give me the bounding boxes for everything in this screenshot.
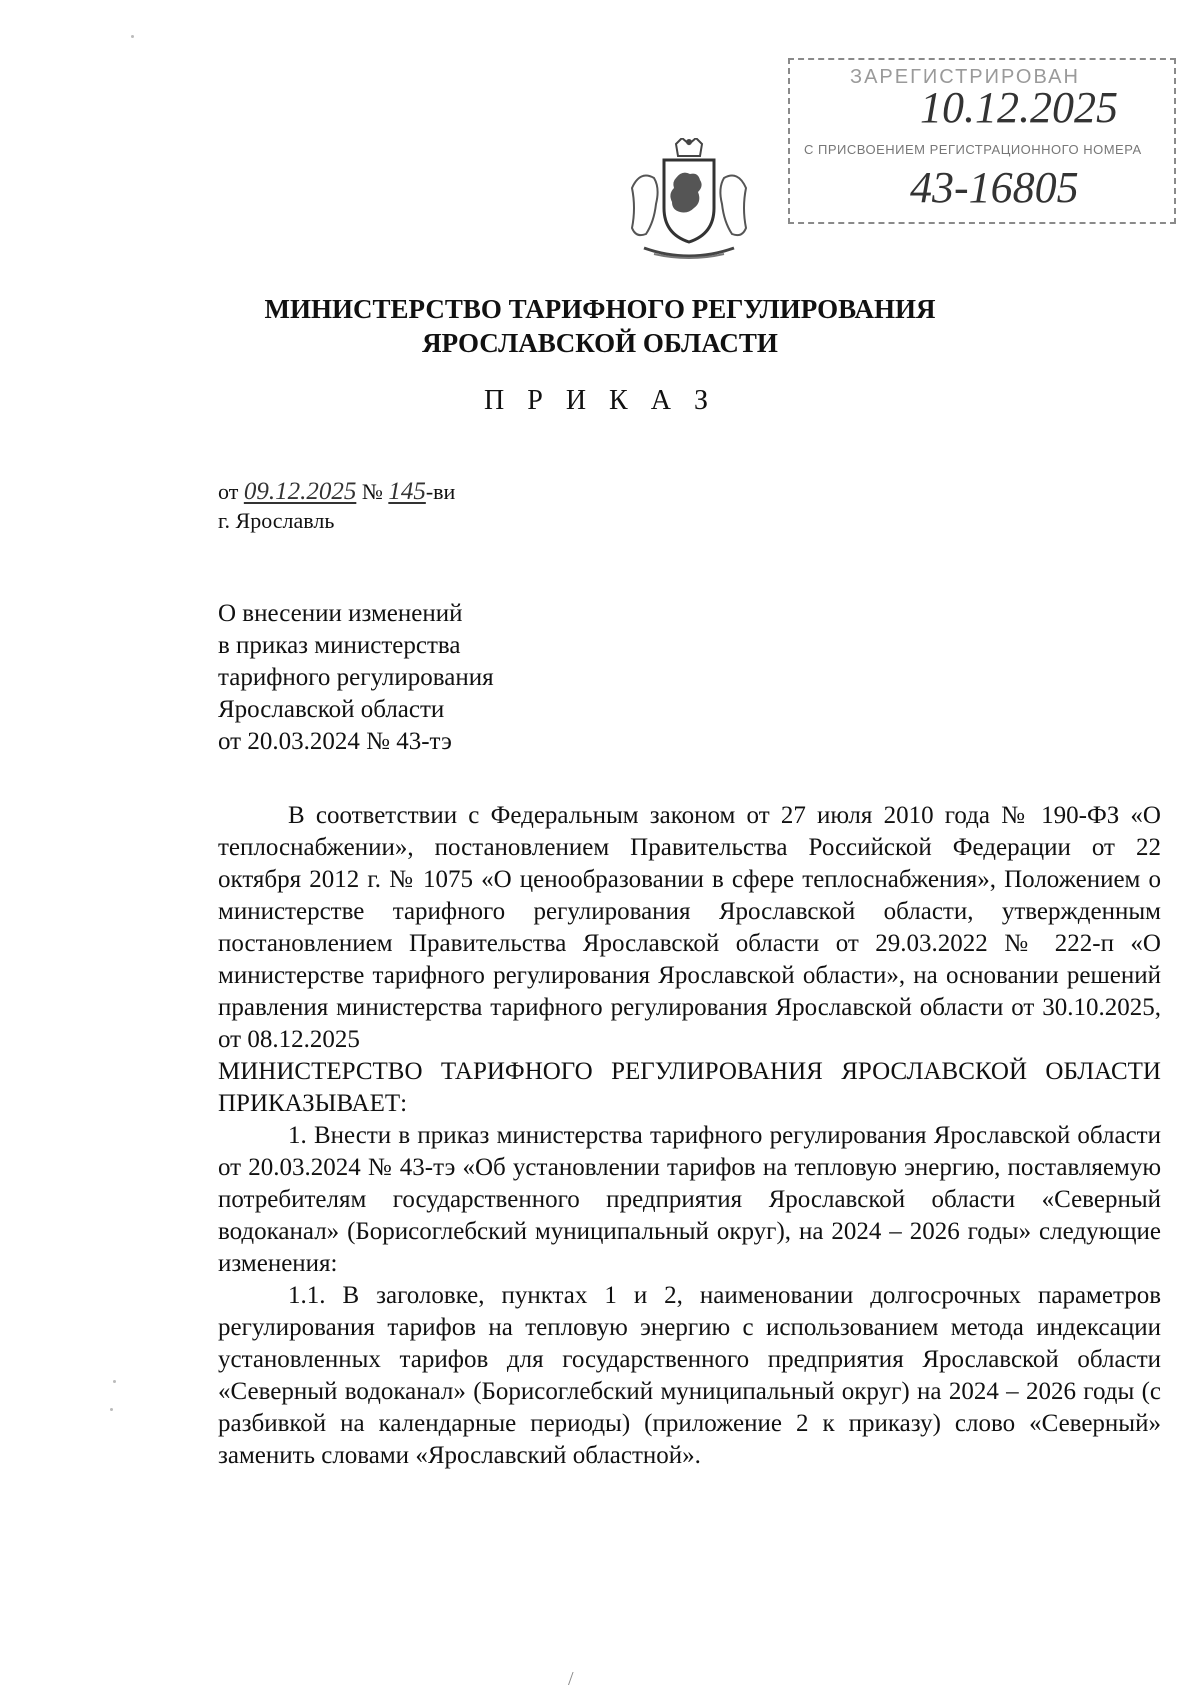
order-suffix: -ви [425,479,456,504]
order-body [218,800,1161,1472]
order-date: 09.12.2025 [243,478,357,505]
coat-of-arms-icon [624,138,754,264]
stamp-date: 10.12.2025 [920,83,1118,132]
city: г. Ярославль [218,508,335,533]
registration-stamp [788,58,1176,224]
order-decree: МИНИСТЕРСТВО ТАРИФНОГО РЕГУЛИРОВАНИЯ ЯРОСЛАВСКОЙ ОБЛАСТИ ПРИКАЗЫВАЕТ: [218,1058,1161,1117]
stamp-reg-number: 43-16805 [910,163,1079,212]
subject-line: в приказ министерства [218,632,461,659]
document-type: П Р И К А З [484,385,716,416]
ministry-line-1: МИНИСТЕРСТВО ТАРИФНОГО РЕГУЛИРОВАНИЯ [264,294,936,324]
number-label: № [361,479,383,504]
order-subject [218,598,494,758]
scan-speck [113,1380,116,1383]
subject-line: О внесении изменений [218,600,463,627]
subject-line: тарифного регулирования [218,664,494,691]
stamp-title: ЗАРЕГИСТРИРОВАН [850,66,1080,88]
ministry-line-2: ЯРОСЛАВСКОЙ ОБЛАСТИ [422,328,778,358]
stamp-subtitle: С ПРИСВОЕНИЕМ РЕГИСТРАЦИОННОГО НОМЕРА [804,142,1142,157]
subject-line: Ярославской области [218,696,445,723]
clause-1: 1. Внести в приказ министерства тарифного регулирования Ярославской области от 20.03.2024 № 43-тэ «Об установлении тарифов на тепловую энергию, поставляемую потребителям государственного предприятия Ярославской области «Северный водоканал» (Борисоглебский муниципальный округ), на 2024 – 2026 годы» следующие изменения: [218,1122,1161,1277]
clause-1-1: 1.1. В заголовке, пунктах 1 и 2, наименовании долгосрочных параметров регулирования тарифов на тепловую энергию с использованием метода индексации установленных тарифов для государственного предприятия Ярославской области «Северный водоканал» (Борисоглебский муниципальный округ) на 2024 – 2026 годы (с разбивкой на календарные периоды) (приложение 2 к приказу) слово «Северный» заменить словами «Ярославский областной». [218,1282,1161,1469]
scan-mark: / [568,1668,574,1690]
from-label: от [218,479,239,504]
subject-line: от 20.03.2024 № 43-тэ [218,728,452,755]
ministry-title [0,292,1200,360]
scan-speck [131,35,134,38]
scan-speck [110,1408,113,1411]
order-date-number [218,478,455,506]
order-number: 145 [388,478,426,505]
preamble-paragraph: В соответствии с Федеральным законом от 27 июля 2010 года № 190-ФЗ «О теплоснабжении», постановлением Правительства Российской Федерации от 22 октября 2012 г. № 1075 «О ценообразовании в сфере теплоснабжения», Положением о министерстве тарифного регулирования Ярославской области, утвержденным постановлением Правительства Ярославской области от 29.03.2022 № 222-п «О министерстве тарифного регулирования Ярославской области», на основании решений правления министерства тарифного регулирования Ярославской области от 30.10.2025, от 08.12.2025 [218,802,1161,1053]
